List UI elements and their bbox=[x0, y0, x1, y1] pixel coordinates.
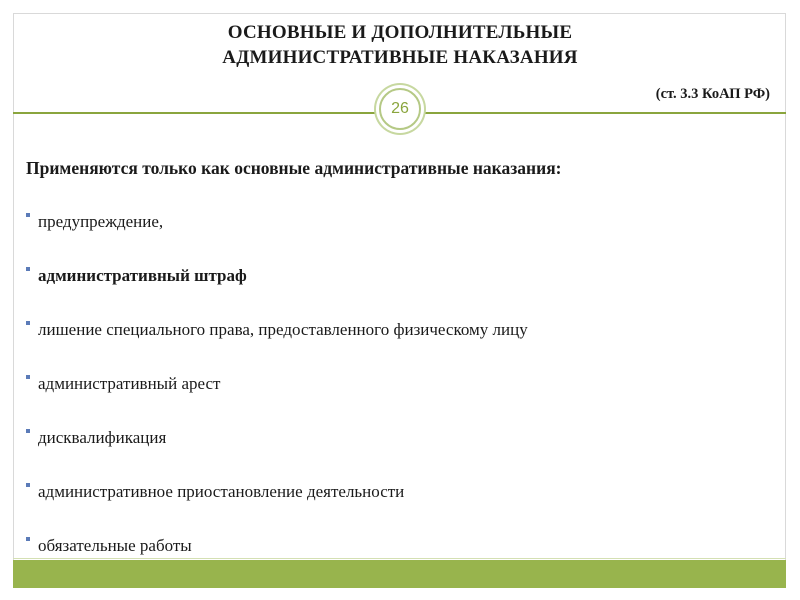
page-title bbox=[0, 20, 800, 70]
subtitle: (ст. 3.3 КоАП РФ) bbox=[655, 86, 770, 102]
bullet-icon bbox=[26, 483, 30, 487]
title-line-1: ОСНОВНЫЕ И ДОПОЛНИТЕЛЬНЫЕ bbox=[227, 22, 573, 43]
list-item-label: административное приостановление деятельности bbox=[38, 482, 405, 501]
footer-divider bbox=[13, 558, 786, 559]
list-item bbox=[26, 370, 528, 424]
list-item-label: обязательные работы bbox=[38, 536, 192, 555]
list-item-label: административный штраф bbox=[38, 266, 247, 285]
title-line-2: АДМИНИСТРАТИВНЫЕ НАКАЗАНИЯ bbox=[222, 47, 578, 68]
bullet-icon bbox=[26, 375, 30, 379]
bullet-icon bbox=[26, 429, 30, 433]
penalty-list bbox=[26, 208, 528, 586]
lead-text: Применяются только как основные административные наказания: bbox=[26, 158, 562, 178]
bullet-icon bbox=[26, 213, 30, 217]
list-item-label: предупреждение, bbox=[38, 212, 164, 231]
bullet-icon bbox=[26, 321, 30, 325]
list-item-label: дисквалификация bbox=[38, 428, 167, 447]
bullet-icon bbox=[26, 537, 30, 541]
list-item-label: административный арест bbox=[38, 374, 221, 393]
list-item bbox=[26, 478, 528, 532]
list-item bbox=[26, 208, 528, 262]
page-number-badge: 26 bbox=[379, 88, 421, 130]
list-item bbox=[26, 424, 528, 478]
list-item bbox=[26, 262, 528, 316]
list-item-label: лишение специального права, предоставленного физическому лицу bbox=[38, 320, 528, 339]
footer-bar bbox=[13, 560, 786, 588]
list-item bbox=[26, 316, 528, 370]
bullet-icon bbox=[26, 267, 30, 271]
